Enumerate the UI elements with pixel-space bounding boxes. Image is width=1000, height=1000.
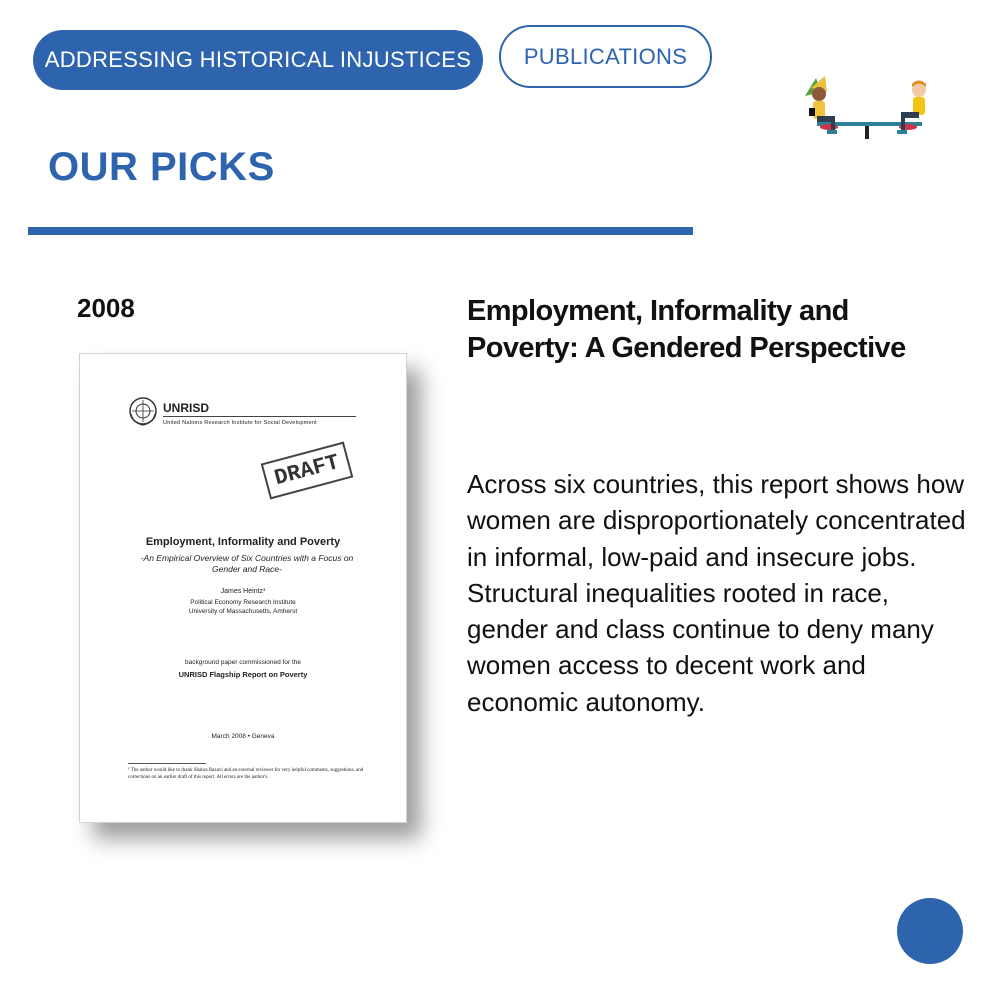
cover-draft-stamp: DRAFT [261,441,354,499]
publication-year: 2008 [77,293,135,323]
publications-tag[interactable] [499,25,712,88]
publication-description: Across six countries, this report shows how women are disproportionately concentrated in informal, low-paid and insecure jobs. Structural inequalities rooted in race, gender and class continue to deny many women access to decent work and economic autonomy. [467,469,966,717]
seesaw-children-icon [797,68,937,143]
publication-cover[interactable] [79,353,407,823]
publications-tag-label: PUBLICATIONS [523,43,688,69]
section-title: OUR PICKS [48,145,275,189]
cover-footnote: ¹ The author would like to thank Shahra Razavi and an external reviewer for very helpful comments, suggestions, and corrections on an earlier draft of this report. All errors are the author's. [128,768,364,780]
cover-org-rule [163,416,356,417]
cover-date: March 2008 • Geneva [211,733,275,740]
cover-subtitle: -An Empirical Overview of Six Countries with a Focus on Gender and Race- [140,553,354,574]
cover-footnote-rule [128,763,206,764]
cover-org: UNRISD [163,401,210,415]
category-tag[interactable] [33,30,483,90]
cover-author: James Heintz¹ [220,588,266,595]
un-emblem-icon [128,396,158,426]
cover-commission: background paper commissioned for the [185,659,301,666]
category-tag-label: ADDRESSING HISTORICAL INJUSTICES [44,47,472,72]
cover-affiliation-line-1: Political Economy Research Institute [190,599,296,606]
circle-dot-icon[interactable] [897,898,963,964]
cover-flagship: UNRISD Flagship Report on Poverty [178,670,308,679]
cover-org-full: United Nations Research Institute for Social Development [163,420,317,426]
section-divider [28,227,693,235]
publication-title[interactable]: Employment, Informality and Poverty: A Gendered Perspective [467,295,906,364]
cover-affiliation-line-2: University of Massachusetts, Amherst [188,608,298,615]
cover-title: Employment, Informality and Poverty [145,536,341,548]
cover-affiliation [80,598,406,616]
